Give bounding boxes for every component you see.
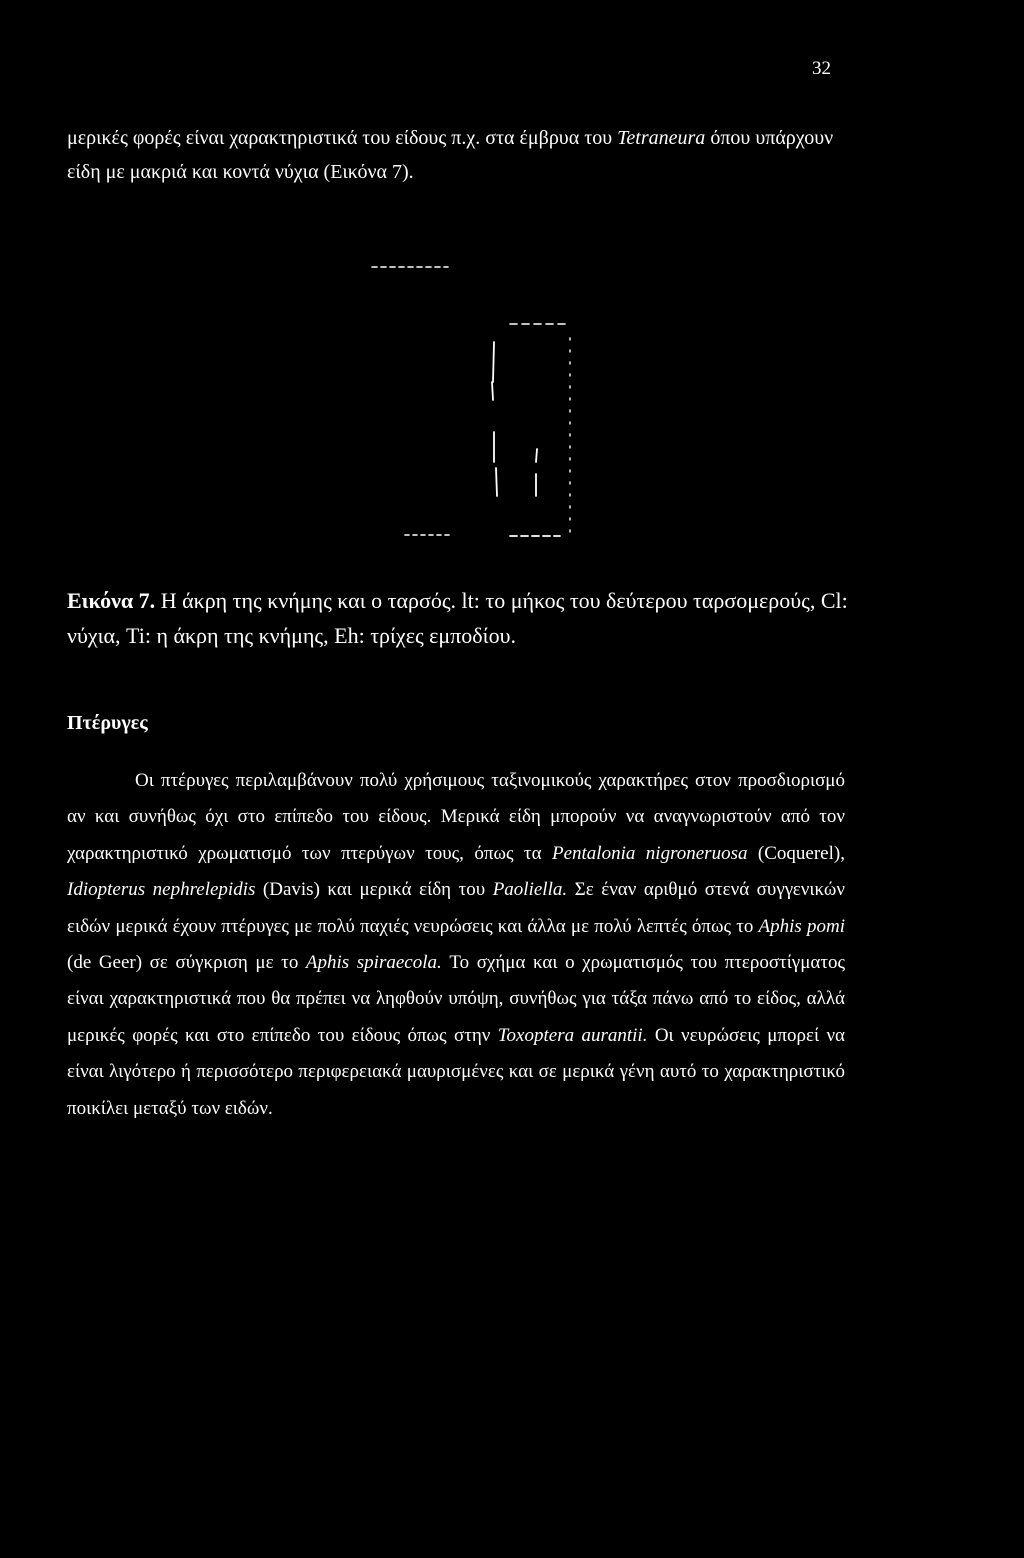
body-text-4: Σε έναν αριθμό στενά συγγενικών ειδών μερικά έχουν πτέρυγες με πολύ παχιές νευρώσεις και άλλα με πολύ λεπτές όπως το [67, 879, 845, 937]
intro-paragraph [67, 122, 845, 189]
species-name: Idiopterus nephrelepidis [67, 879, 256, 901]
species-name: Toxoptera aurantii. [497, 1024, 648, 1046]
tarsus-drawing [360, 250, 600, 550]
figure-tarsus-illustration [360, 250, 600, 550]
tarsus-outline-right [536, 449, 537, 496]
tarsus-outline-left [494, 432, 497, 496]
figure-caption-text: Η άκρη της κνήμης και ο ταρσός. lt: το μήκος του δεύτερου ταρσομερούς, Cl: νύχια, Ti: η άκρη της κνήμης, Eh: τρίχες εμποδίου. [67, 588, 848, 648]
body-text-7: Οι νευρώσεις μπορεί να είναι λιγότερο ή περισσότερο περιφερειακά μαυρισμένες και σε μερικά γένη αυτό το χαρακτηριστικό ποικίλει μεταξύ των ειδών. [67, 1024, 845, 1119]
species-name: Aphis pomi [758, 915, 845, 937]
intro-text-1: μερικές φορές είναι χαρακτηριστικά του είδους π.χ. στα έμβρυα του [67, 127, 618, 149]
species-name: Aphis spiraecola. [305, 952, 442, 974]
tibia-outline [492, 342, 494, 400]
intro-text-2: όπου υπάρχουν είδη με μακριά και κοντά νύχια (Εικόνα 7). [67, 127, 834, 183]
genus-name: Paoliella. [492, 879, 568, 901]
figure-caption [67, 583, 857, 653]
body-text-2: (Coquerel), [747, 842, 845, 864]
species-name: Tetraneura [617, 127, 706, 149]
body-text-3: (Davis) και μερικά είδη του [255, 879, 493, 901]
figure-label: Εικόνα 7. [67, 588, 156, 613]
body-text-5: (de Geer) σε σύγκριση με το [67, 952, 306, 974]
section-heading: Πτέρυγες [67, 712, 148, 734]
species-name: Pentalonia nigroneruosa [551, 842, 748, 864]
body-text-6: Το σχήμα και ο χρωματισμός του πτεροστίγματος είναι χαρακτηριστικά που θα πρέπει να ληφθούν υπόψη, συνήθως για τάξα πάνω από το είδος, αλλά μερικές φορές και στο επίπεδο του είδους όπως στην [67, 952, 845, 1046]
body-text-1: Οι πτέρυγες περιλαμβάνουν πολύ χρήσιμους ταξινομικούς χαρακτήρες στον προσδιορισμό αν και συνήθως όχι στο επίπεδο του είδους. Μερικά είδη μπορούν να αναγνωριστούν από τον χαρακτηριστικό χρωματισμό των πτερύγων τους, όπως τα [67, 770, 845, 864]
body-paragraph [67, 763, 845, 1127]
page-number: 32 [812, 58, 831, 79]
